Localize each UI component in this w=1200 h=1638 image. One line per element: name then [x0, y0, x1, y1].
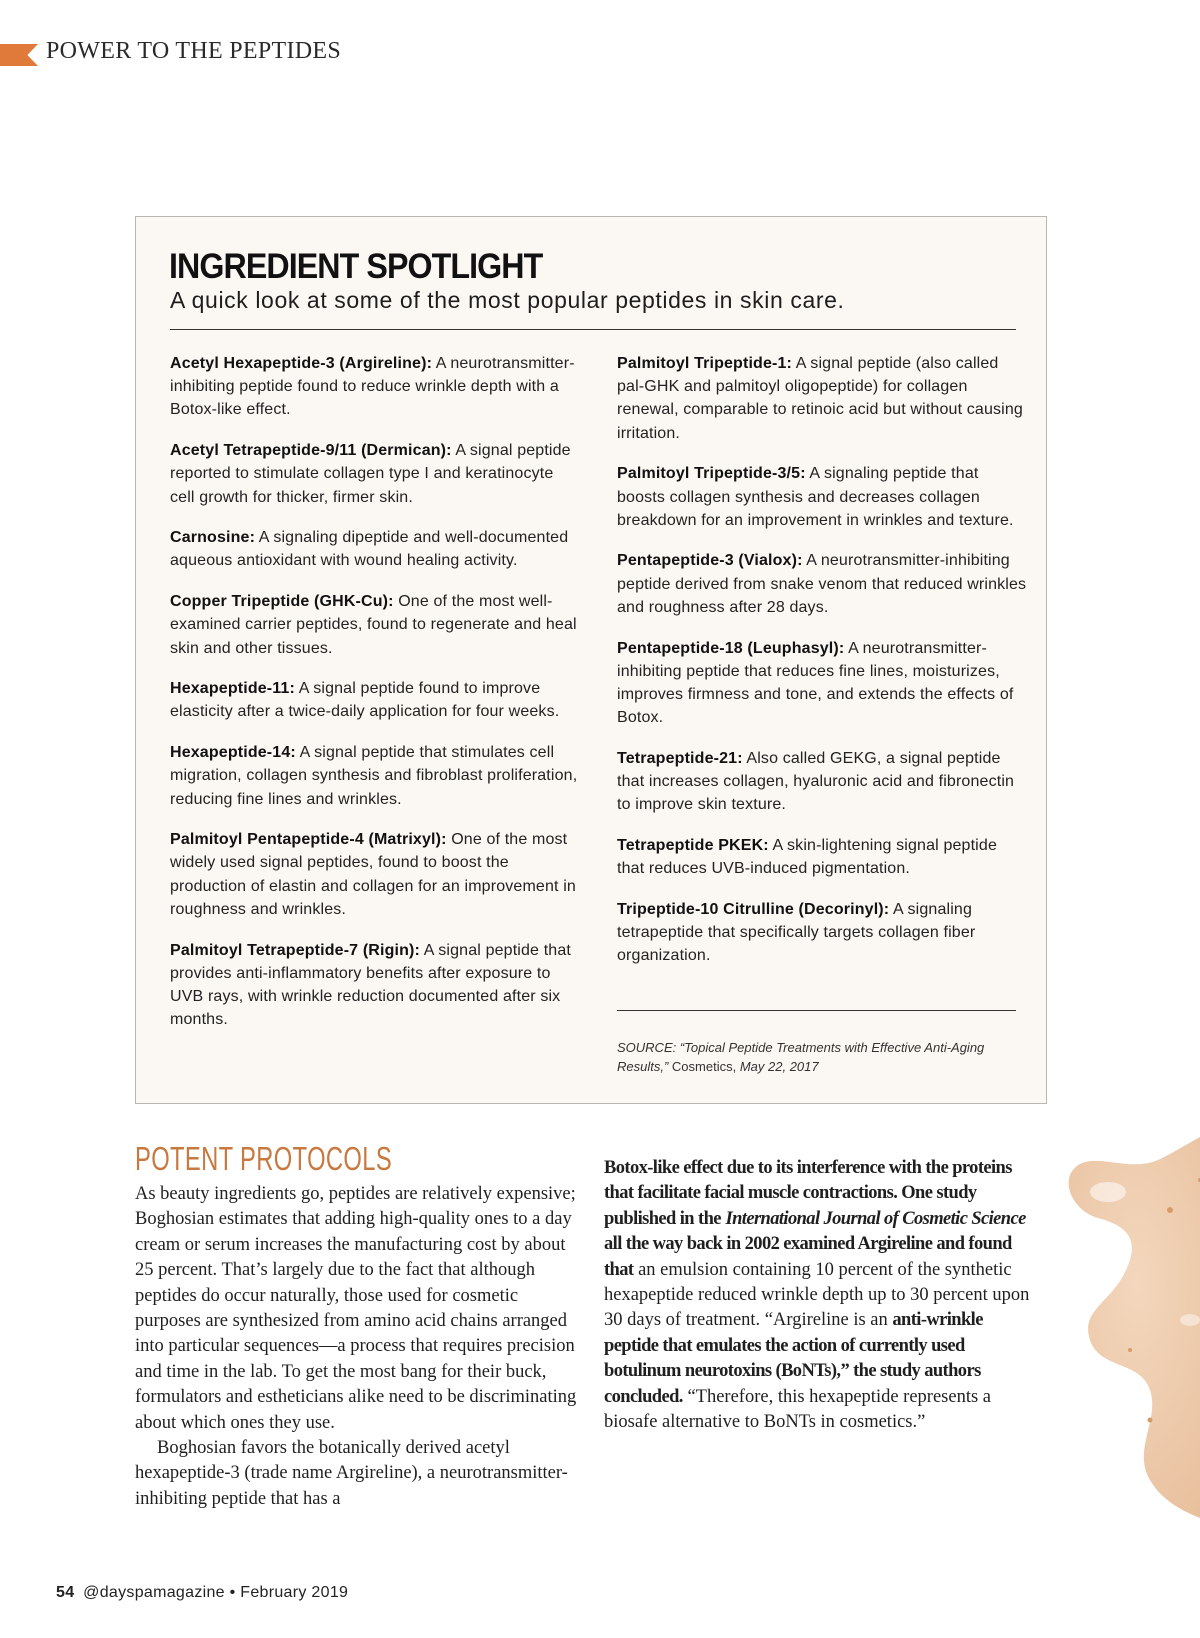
spotlight-title: INGREDIENT SPOTLIGHT	[169, 247, 543, 286]
footer-handle-date: @dayspamagazine • February 2019	[83, 1584, 349, 1601]
page-number: 54	[56, 1584, 75, 1601]
spotlight-divider	[170, 329, 1016, 330]
spotlight-entry	[170, 526, 580, 572]
article-paragraph-1: As beauty ingredients go, peptides are relatively expensive; Boghosian estimates that adding high-quality ones to a day cream or serum increases the manufacturing cost by about 25 percent. That’s largely due to the fact that although peptides do occur naturally, those used for cosmetic purposes are synthesized from amino acid chains arranged into particular sequences—a process that requires precision and time in the lab. To get the most bang for their buck, formulators and estheticians alike need to be discriminating about which ones they use.	[135, 1184, 577, 1433]
peptide-description: A signal peptide that provides anti-inflammatory benefits after exposure to UVB rays, with wrinkle reduction documented after six months.	[170, 941, 571, 1029]
peptide-name: Palmitoyl Pentapeptide-4 (Matrixyl):	[170, 831, 447, 849]
source-date: May 22, 2017	[739, 1059, 819, 1074]
article-continued-paragraph	[604, 1156, 1034, 1435]
peptide-name: Tripeptide-10 Citrulline (Decorinyl):	[617, 900, 890, 918]
spotlight-entry	[617, 747, 1027, 817]
section-marker-tab	[0, 44, 38, 66]
peptide-name: Palmitoyl Tripeptide-3/5:	[617, 465, 806, 483]
peptide-name: Copper Tripeptide (GHK-Cu):	[170, 593, 394, 611]
ingredient-spotlight-box	[135, 216, 1047, 1104]
peptide-description: A skin-lightening signal peptide that reduces UVB-induced pigmentation.	[617, 836, 997, 878]
source-prefix: SOURCE: “Topical Peptide Treatments with Effective Anti-Aging Results,”	[617, 1040, 985, 1074]
spotlight-entry	[170, 939, 580, 1032]
spotlight-entry	[617, 834, 1027, 880]
spotlight-entry	[170, 741, 580, 811]
spotlight-entry	[617, 549, 1027, 619]
spotlight-entry	[170, 828, 580, 921]
peptide-description: A signal peptide (also called pal-GHK and palmitoyl oligopeptide) for collagen renewal, comparable to retinoic acid but without causing irritation.	[617, 355, 1023, 442]
article-right-column	[604, 1156, 1034, 1435]
source-divider	[617, 1010, 1016, 1011]
source-publication: Cosmetics,	[671, 1059, 737, 1074]
peptide-name: Palmitoyl Tripeptide-1:	[617, 355, 793, 372]
peptide-description: A signal peptide found to improve elasticity after a twice-daily application for four weeks.	[170, 680, 560, 721]
article-paragraph-2: Boghosian favors the botanically derived acetyl hexapeptide-3 (trade name Argireline), a neurotransmitter-inhibiting peptide that has a	[135, 1438, 568, 1509]
article-text-regular-1: an emulsion containing 10 percent of the synthetic hexapeptide reduced wrinkle depth up to 30 percent upon 30 days of treatment. “Argireline is an	[604, 1259, 1030, 1331]
peptide-description: A signaling peptide that boosts collagen synthesis and decreases collagen breakdown for an improvement in wrinkles and texture.	[617, 465, 1014, 529]
spotlight-entry	[170, 590, 580, 660]
article-text-bold-1: Botox-like effect due to its interference with the proteins that facilitate facial muscle contractions. One study published in the	[604, 1158, 1012, 1229]
spotlight-entry	[617, 898, 1027, 968]
source-citation	[617, 1038, 1017, 1076]
spotlight-right-column	[617, 352, 1027, 985]
spotlight-subtitle: A quick look at some of the most popular peptides in skin care.	[170, 287, 845, 313]
article-text-bold-2: all the way back in 2002 examined Argireline and found that	[604, 1234, 1012, 1280]
peptide-description: One of the most widely used signal peptides, found to boost the production of elastin and collagen for an improvement in roughness and wrinkles.	[170, 831, 576, 918]
peptide-name: Acetyl Hexapeptide-3 (Argireline):	[170, 355, 433, 372]
article-text-bold-3: anti-wrinkle peptide that emulates the action of currently used botulinum neurotoxins (BoNTs),” the study authors concluded.	[604, 1310, 983, 1407]
peptide-description: A signaling tetrapeptide that specifically targets collagen fiber organization.	[617, 900, 976, 965]
spotlight-entry	[617, 462, 1027, 532]
peptide-description: A signal peptide that stimulates cell migration, collagen synthesis and fibroblast proliferation, reducing fine lines and wrinkles.	[170, 744, 578, 808]
peptide-description: A neurotransmitter-inhibiting peptide that reduces fine lines, moisturizes, improves firmness and tone, and extends the effects of Botox.	[617, 639, 1014, 727]
article-text-regular-2: “Therefore, this hexapeptide represents a biosafe alternative to BoNTs in cosmetics.”	[604, 1386, 991, 1433]
serum-swatch-illustration	[1040, 1120, 1200, 1550]
peptide-name: Palmitoyl Tetrapeptide-7 (Rigin):	[170, 941, 421, 959]
spotlight-entry	[617, 352, 1027, 445]
peptide-name: Hexapeptide-14:	[170, 744, 296, 762]
spotlight-entry	[170, 439, 580, 509]
peptide-description: One of the most well-examined carrier peptides, found to regenerate and heal skin and other tissues.	[170, 593, 577, 657]
peptide-description: A neurotransmitter-inhibiting peptide derived from snake venom that reduced wrinkles and roughness after 28 days.	[617, 552, 1027, 616]
page-footer	[56, 1584, 348, 1602]
spotlight-left-column	[170, 352, 580, 1049]
peptide-description: A neurotransmitter-inhibiting peptide found to reduce wrinkle depth with a Botox-like effect.	[170, 355, 575, 419]
peptide-name: Carnosine:	[170, 529, 256, 547]
spotlight-entry	[170, 352, 580, 422]
peptide-name: Hexapeptide-11:	[170, 680, 295, 698]
spotlight-entry	[170, 677, 580, 723]
peptide-name: Pentapeptide-3 (Vialox):	[617, 552, 803, 570]
peptide-name: Pentapeptide-18 (Leuphasyl):	[617, 639, 845, 657]
peptide-description: A signaling dipeptide and well-documented aqueous antioxidant with wound healing activity.	[170, 529, 569, 570]
peptide-name: Acetyl Tetrapeptide-9/11 (Dermican):	[170, 442, 452, 460]
article-left-column	[135, 1182, 580, 1512]
peptide-name: Tetrapeptide PKEK:	[617, 836, 769, 854]
peptide-description: A signal peptide reported to stimulate collagen type I and keratinocyte cell growth for thicker, firmer skin.	[170, 442, 571, 506]
article-heading: POTENT PROTOCOLS	[135, 1140, 393, 1177]
peptide-description: Also called GEKG, a signal peptide that increases collagen, hyaluronic acid and fibronectin to improve skin texture.	[617, 749, 1015, 814]
spotlight-entry	[617, 637, 1027, 730]
peptide-name: Tetrapeptide-21:	[617, 749, 743, 767]
journal-title: International Journal of Cosmetic Science	[725, 1208, 1026, 1229]
section-title: POWER TO THE PEPTIDES	[46, 38, 341, 64]
